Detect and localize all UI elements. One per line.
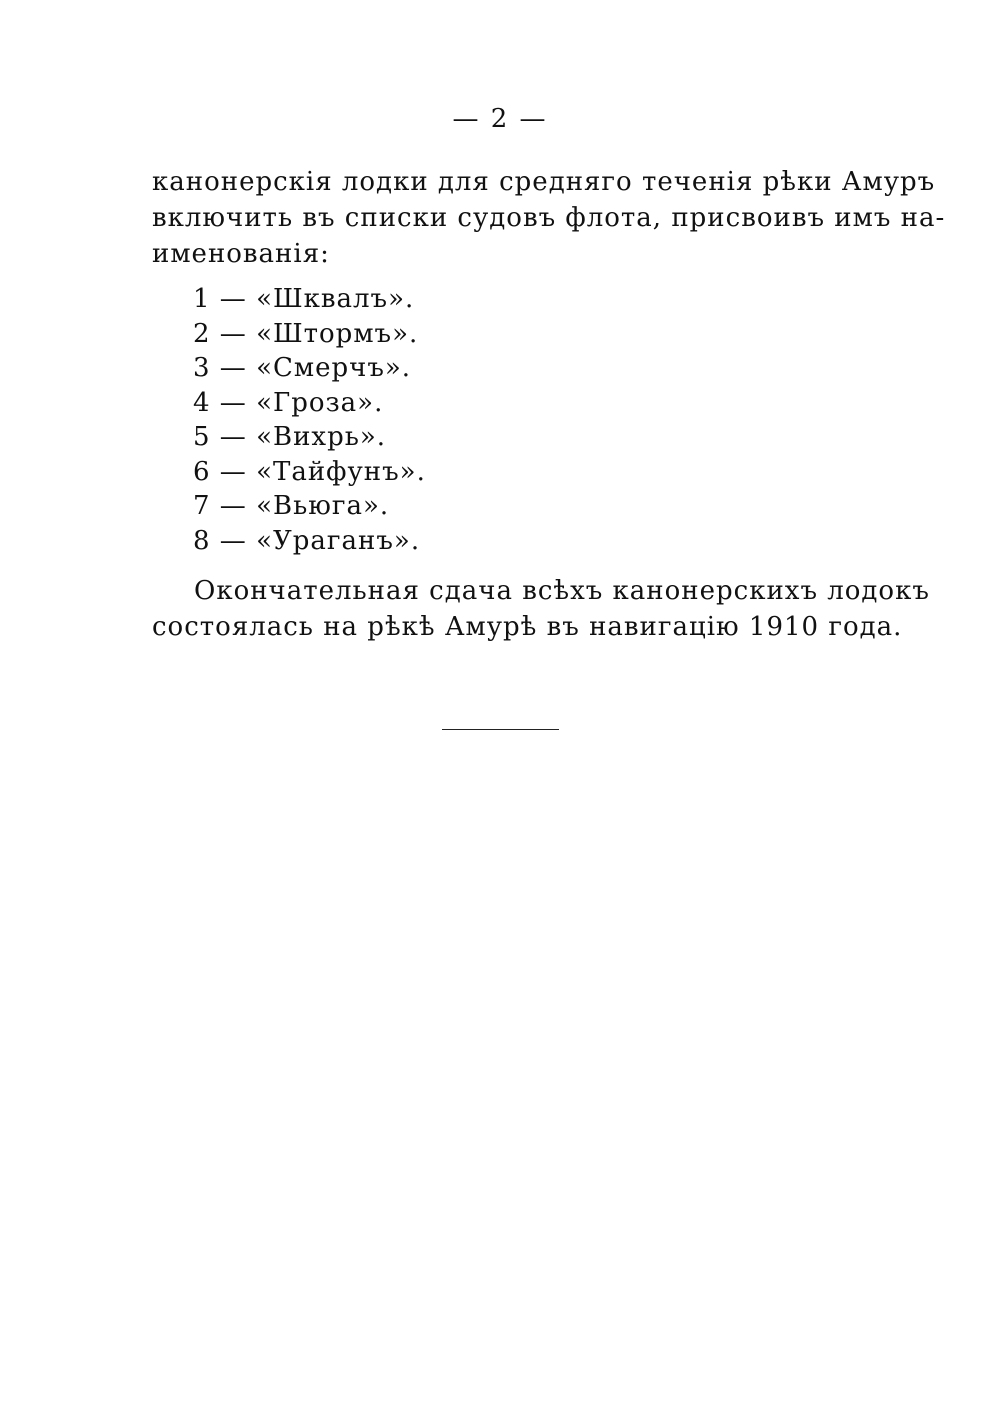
paragraph-line: включить въ списки судовъ флота, присвоивъ имъ на- [152, 203, 946, 233]
list-item: 6 — «Тайфунъ». [193, 456, 426, 487]
list-item: 1 — «Шквалъ». [193, 284, 415, 314]
list-item: 8 — «Ураганъ». [193, 525, 421, 556]
paragraph-line: канонерскія лодки для средняго теченія рѣки Амуръ [152, 167, 936, 197]
page-number: — 2 — [452, 104, 548, 134]
list-item: 5 — «Вихрь». [193, 422, 387, 452]
closing-rule-divider [442, 729, 559, 730]
list-item: 2 — «Штормъ». [193, 318, 419, 349]
paragraph-intro [152, 164, 946, 272]
paragraph-line: состоялась на рѣкѣ Амурѣ въ навигацію 1910 года. [152, 612, 903, 642]
vessel-name-list [193, 282, 426, 558]
list-item: 4 — «Гроза». [193, 387, 384, 418]
paragraph-line: именованія: [152, 239, 330, 269]
list-item: 3 — «Смерчъ». [193, 353, 412, 383]
list-item: 7 — «Вьюга». [193, 491, 390, 521]
paragraph-line: Окончательная сдача всѣхъ канонерскихъ лодокъ [194, 576, 930, 606]
paragraph-conclusion [152, 573, 930, 645]
